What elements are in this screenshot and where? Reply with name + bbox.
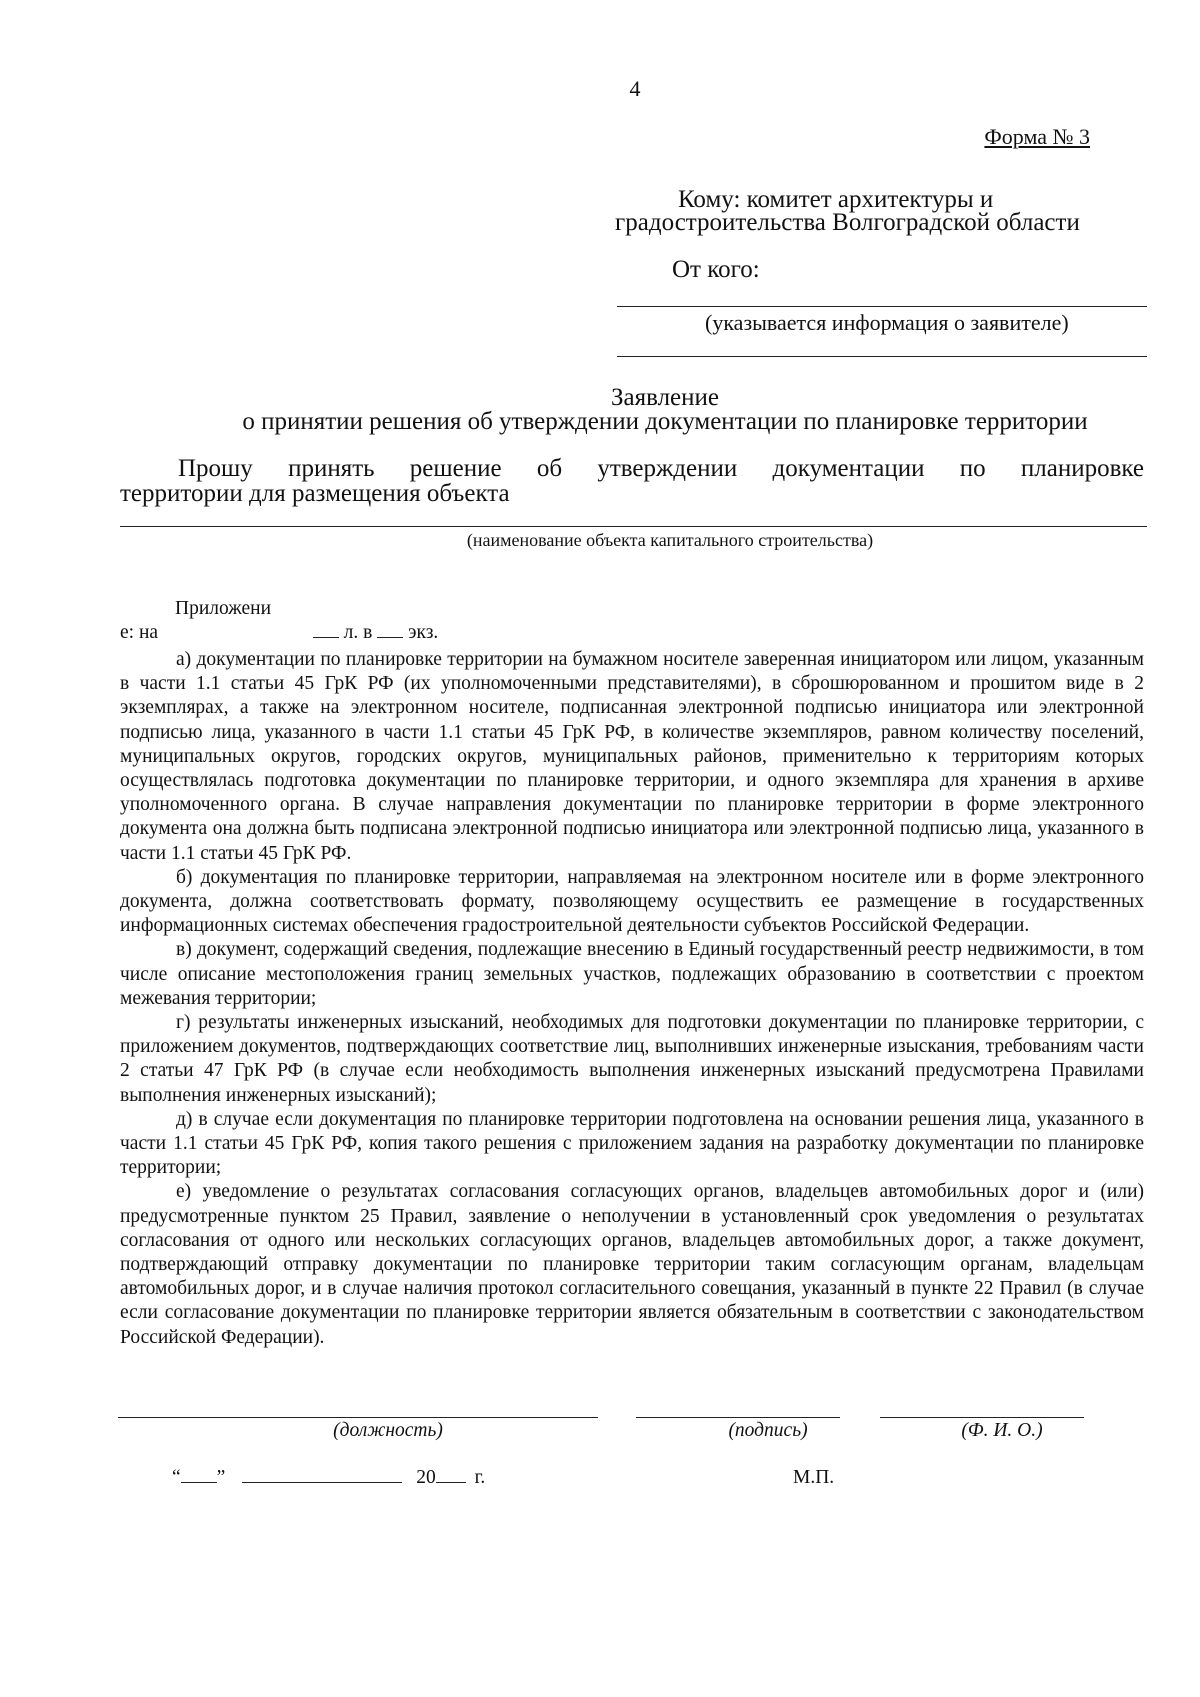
- attachment-item-v: в) документ, содержащий сведения, подлежащие внесению в Единый государственный реестр недвижимости, в том числе описание местоположения границ земельных участков, подлежащих образованию в соответствии с проектом межевания территории;: [120, 939, 1144, 1009]
- copies-blank-line: [377, 637, 403, 638]
- object-name-note: (наименование объекта капитального строительства): [466, 530, 874, 550]
- attachment-item-b: б) документация по планировке территории, направляемая на электронном носителе или в форме электронного документа, должна соответствовать формату, позволяющему осуществить ее размещение в государственных информационных системах обеспечения градостроительной деятельности субъектов Российской Федерации.: [120, 866, 1144, 937]
- month-blank: [242, 1482, 402, 1483]
- date-row: [172, 1467, 485, 1489]
- day-blank: [181, 1482, 217, 1483]
- request-line-1: Прошу принять решение об утверждении документации по планировке: [178, 455, 1144, 482]
- year-blank: [436, 1482, 466, 1483]
- attachments-line: [120, 622, 438, 644]
- object-name-line: [120, 526, 1147, 527]
- attachment-item-a: а) документации по планировке территории на бумажном носителе заверенная инициатором или лицом, указанным в части 1.1 статьи 45 ГрК РФ (их уполномоченными представителями), в сброшюрованном и прошитом виде в 2 экземплярах, а также на электронном носителе, подписанная электронной подписью инициатора или электронной подписью лица, указанного в части 1.1 статьи 45 ГрК РФ, в количестве экземпляров, равном количеству поселений, муниципальных округов, городских округов, муниципальных районов, применительно к территориям которых осуществлялась подготовка документации по планировке территории, и одного экземпляра для хранения в архиве уполномоченного органа. В случае направления документации по планировке территории в форме электронного документа она должна быть подписана электронной подписью инициатора или электронной подписью лица, указанного в части 1.1 статьи 45 ГрК РФ.: [120, 649, 1144, 864]
- applicant-note: (указывается информация о заявителе): [705, 310, 1069, 335]
- name-caption: (Ф. И. О.): [961, 1420, 1043, 1441]
- form-number: Форма № 3: [984, 124, 1090, 149]
- year-suffix: г.: [474, 1467, 486, 1488]
- document-title: Заявление: [610, 384, 720, 411]
- request-line-2: территории для размещения объекта: [120, 480, 510, 507]
- sheets-blank-line: [313, 637, 339, 638]
- attachment-item-g: г) результаты инженерных изысканий, необходимых для подготовки документации по планировке территории, с приложением документов, подтверждающих соответствие лиц, выполнивших инженерные изыскания, требованиям части 2 статьи 47 ГрК РФ (в случае если необходимость выполнения инженерных изысканий предусмотрена Правилами выполнения инженерных изысканий);: [120, 1012, 1144, 1106]
- attachments-list: [120, 648, 1144, 1350]
- attachment-item-e: е) уведомление о результатах согласования согласующих органов, владельцев автомобильных дорог и (или) предусмотренные пунктом 25 Правил, заявление о неполучении в установленный срок уведомления о результатах согласования от одного или нескольких согласующих органов, владельцев автомобильных дорог, а также документ, подтверждающий отправку документации по планировке территории таким согласующим органам, владельцам автомобильных дорог, и в случае наличия протокол согласительного совещания, указанный в пункте 22 Правил (в случае если согласование документации по планировке территории является обязательным в соответствии с законодательством Российской Федерации).: [120, 1181, 1144, 1348]
- signature-line: [636, 1417, 840, 1418]
- attachment-item-d: д) в случае если документация по планировке территории подготовлена на основании решения лица, указанного в части 1.1 статьи 45 ГрК РФ, копия такого решения с приложением задания на разработку документации по планировке территории;: [120, 1108, 1144, 1179]
- applicant-line-2: [617, 356, 1147, 357]
- signature-caption: (подпись): [728, 1420, 808, 1441]
- year-prefix: 20: [416, 1467, 436, 1488]
- applicant-line-1: [617, 306, 1147, 307]
- name-line: [880, 1417, 1084, 1418]
- addressee-line-1: Кому: комитет архитектуры и: [678, 186, 994, 213]
- sheets-suffix: л. в: [343, 622, 373, 643]
- position-caption: (должность): [333, 1420, 443, 1441]
- position-line: [118, 1417, 598, 1418]
- copies-suffix: экз.: [408, 622, 439, 643]
- page-number: 4: [629, 76, 641, 101]
- document-subtitle: о принятии решения об утверждении документации по планировке территории: [242, 408, 1088, 435]
- date-close-quote: ”: [216, 1467, 226, 1488]
- attachments-prefix: е: на: [120, 622, 159, 643]
- from-label: От кого:: [672, 256, 760, 283]
- addressee-line-2: градостроительства Волгоградской области: [615, 209, 1080, 236]
- date-open-quote: “: [172, 1467, 181, 1488]
- attachments-label: Приложени: [175, 598, 272, 619]
- stamp-place: М.П.: [793, 1467, 835, 1488]
